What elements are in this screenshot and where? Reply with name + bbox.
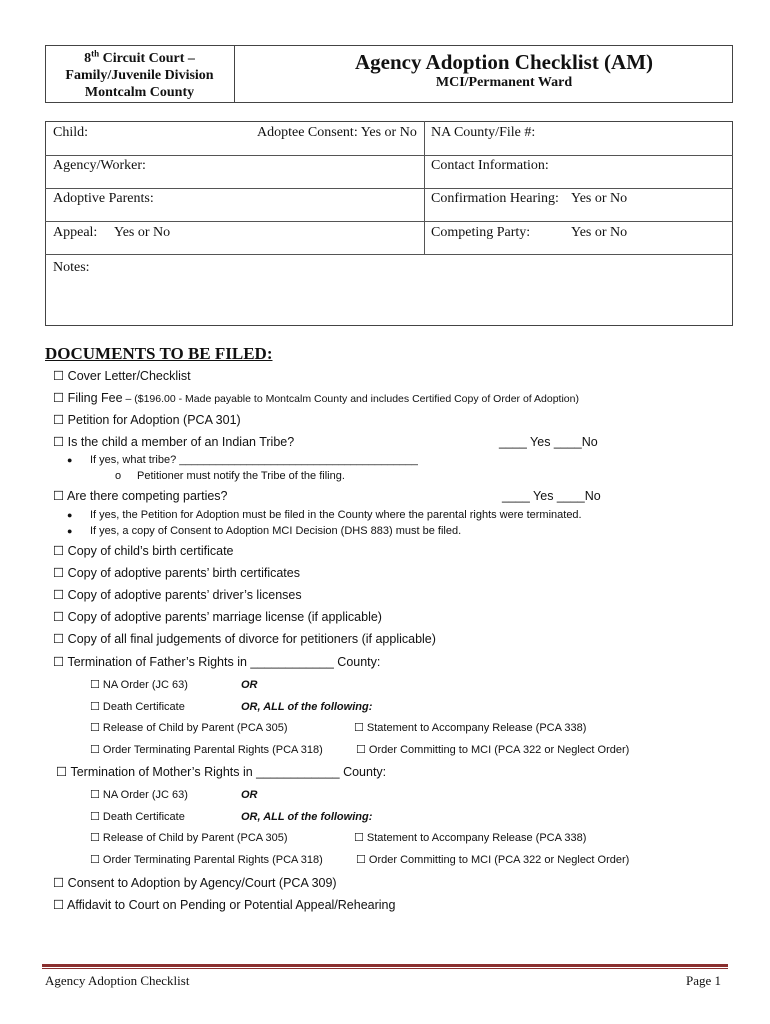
mother-death-certificate-checkbox[interactable]: ☐ Death Certificate (90, 811, 185, 823)
page-number: Page 1 (686, 973, 722, 988)
or-label: OR (241, 789, 258, 801)
consent-checkbox[interactable]: ☐ Consent to Adoption by Agency/Court (PCA 309) (53, 876, 337, 890)
filing-fee-item[interactable] (53, 391, 579, 407)
father-death-certificate-checkbox[interactable]: ☐ Death Certificate (90, 701, 185, 713)
competing-party-yes-no[interactable]: Yes or No (571, 225, 628, 240)
agency-worker-field-label[interactable]: Agency/Worker: (53, 158, 146, 173)
court-name: Circuit Court – (99, 51, 195, 66)
competing-note-1: If yes, the Petition for Adoption must be filed in the County where the parental rights were terminated. (90, 509, 582, 521)
grid-divider (45, 188, 733, 189)
competing-note-2: If yes, a copy of Consent to Adoption MCI Decision (DHS 883) must be filed. (90, 525, 462, 537)
mother-release-checkbox[interactable]: ☐ Release of Child by Parent (PCA 305) (90, 832, 288, 844)
footer-title: Agency Adoption Checklist (45, 973, 190, 988)
title-block (275, 50, 733, 92)
grid-column-divider (424, 121, 425, 255)
father-order-terminating-checkbox[interactable]: ☐ Order Terminating Parental Rights (PCA 318) (90, 744, 323, 756)
affidavit-checkbox[interactable]: ☐ Affidavit to Court on Pending or Potential Appeal/Rehearing (53, 898, 396, 912)
father-rights-checkbox[interactable]: ☐ Termination of Father’s Rights in ____________ County: (53, 655, 381, 669)
divorce-judgements-checkbox[interactable]: ☐ Copy of all final judgements of divorce for petitioners (if applicable) (53, 632, 436, 646)
confirmation-hearing-field-label[interactable]: Confirmation Hearing: (431, 191, 559, 206)
filing-fee-checkbox[interactable]: ☐ Filing Fee (53, 391, 123, 405)
petition-checkbox[interactable]: ☐ Petition for Adoption (PCA 301) (53, 413, 241, 427)
notify-tribe-note: Petitioner must notify the Tribe of the filing. (137, 470, 345, 482)
or-all-label: OR, ALL of the following: (241, 701, 373, 713)
competing-party-field-label[interactable]: Competing Party: (431, 225, 531, 240)
father-na-order-checkbox[interactable]: ☐ NA Order (JC 63) (90, 679, 188, 691)
court-division: Family/Juvenile Division (65, 68, 214, 83)
footer-divider-thin (42, 968, 728, 969)
bullet-icon: ● (67, 510, 73, 520)
notes-field-label[interactable]: Notes: (53, 260, 90, 275)
parents-birth-certificates-checkbox[interactable]: ☐ Copy of adoptive parents’ birth certificates (53, 566, 300, 580)
adoptive-parents-field-label[interactable]: Adoptive Parents: (53, 191, 154, 206)
child-field-label[interactable]: Child: (53, 125, 89, 140)
mother-statement-checkbox[interactable]: ☐ Statement to Accompany Release (PCA 338) (354, 832, 587, 844)
appeal-field-label[interactable]: Appeal: (53, 225, 98, 240)
court-number: 8 (84, 51, 92, 66)
mother-rights-checkbox[interactable]: ☐ Termination of Mother’s Rights in ____________ County: (56, 765, 387, 779)
sub-bullet-icon: o (115, 470, 122, 482)
bullet-icon: ● (67, 455, 73, 465)
mother-order-mci-checkbox[interactable]: ☐ Order Committing to MCI (PCA 322 or Neglect Order) (356, 854, 630, 866)
or-all-label: OR, ALL of the following: (241, 811, 373, 823)
what-tribe-field[interactable]: If yes, what tribe? _______________________________________ (90, 454, 418, 466)
contact-info-field-label[interactable]: Contact Information: (431, 158, 549, 173)
birth-certificate-checkbox[interactable]: ☐ Copy of child’s birth certificate (53, 544, 234, 558)
father-order-mci-checkbox[interactable]: ☐ Order Committing to MCI (PCA 322 or Neglect Order) (356, 744, 630, 756)
drivers-licenses-checkbox[interactable]: ☐ Copy of adoptive parents’ driver’s licenses (53, 588, 302, 602)
competing-parties-checkbox[interactable]: ☐ Are there competing parties? (53, 489, 228, 503)
grid-divider (45, 221, 733, 222)
father-release-checkbox[interactable]: ☐ Release of Child by Parent (PCA 305) (90, 722, 288, 734)
na-county-field-label[interactable]: NA County/File #: (431, 125, 536, 140)
grid-divider (45, 254, 733, 255)
competing-parties-yes-no[interactable]: ____ Yes ____No (502, 489, 601, 503)
documents-section-title: DOCUMENTS TO BE FILED: (45, 344, 273, 363)
confirmation-hearing-yes-no[interactable]: Yes or No (571, 191, 628, 206)
court-county: Montcalm County (84, 85, 195, 100)
father-statement-checkbox[interactable]: ☐ Statement to Accompany Release (PCA 338) (354, 722, 587, 734)
page-subtitle: MCI/Permanent Ward (435, 75, 573, 90)
info-grid (45, 121, 733, 326)
cover-letter-checkbox[interactable]: ☐ Cover Letter/Checklist (53, 369, 191, 383)
appeal-yes-no[interactable]: Yes or No (114, 225, 171, 240)
mother-order-terminating-checkbox[interactable]: ☐ Order Terminating Parental Rights (PCA 318) (90, 854, 323, 866)
marriage-license-checkbox[interactable]: ☐ Copy of adoptive parents’ marriage license (if applicable) (53, 610, 382, 624)
indian-tribe-checkbox[interactable]: ☐ Is the child a member of an Indian Tribe? (53, 435, 295, 449)
court-number-suffix: th (91, 48, 100, 59)
indian-tribe-yes-no[interactable]: ____ Yes ____No (499, 435, 598, 449)
footer-divider (42, 964, 728, 967)
bullet-icon: ● (67, 526, 73, 536)
adoptee-consent-field[interactable]: Adoptee Consent: Yes or No (257, 125, 417, 140)
or-label: OR (241, 679, 258, 691)
filing-fee-note: – ($196.00 - Made payable to Montcalm County and includes Certified Copy of Order of Adoption) (122, 393, 579, 405)
mother-na-order-checkbox[interactable]: ☐ NA Order (JC 63) (90, 789, 188, 801)
grid-divider (45, 155, 733, 156)
page-title: Agency Adoption Checklist (AM) (354, 50, 654, 74)
court-info (45, 45, 235, 103)
